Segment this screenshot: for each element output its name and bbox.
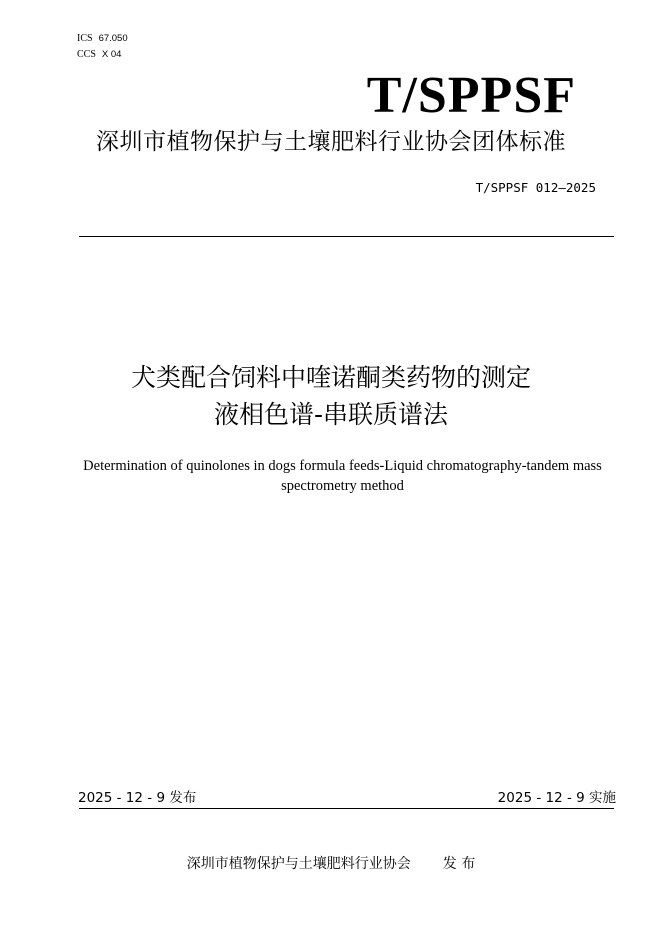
implement-date: 2025 - 12 - 9 实施 — [497, 790, 616, 806]
footer-divider — [79, 808, 614, 809]
chinese-title-line-1: 犬类配合饲料中喹诺酮类药物的测定 — [130, 363, 531, 392]
ccs-code: X 04 — [101, 49, 122, 60]
ccs-label: CCS — [77, 49, 96, 60]
english-title: Determination of quinolones in dogs formula feeds-Liquid chromatography-tandem mass spectrometry method — [83, 458, 602, 494]
ics-label: ICS — [77, 33, 93, 44]
header-divider — [79, 236, 614, 237]
ccs-line — [77, 48, 121, 62]
ics-line — [77, 32, 128, 46]
standard-logo: T/SPPSF — [366, 67, 576, 124]
standard-type-heading: 深圳市植物保护与土壤肥料行业协会团体标准 — [96, 129, 566, 155]
ics-code: 67.050 — [98, 33, 128, 44]
chinese-title-line-2: 液相色谱-串联质谱法 — [213, 400, 449, 429]
issue-action: 发 布 — [442, 856, 476, 872]
issuer-name: 深圳市植物保护与土壤肥料行业协会 — [186, 856, 411, 872]
publish-date: 2025 - 12 - 9 发布 — [78, 790, 197, 806]
issuer-line — [0, 854, 662, 874]
standard-number: T/SPPSF 012—2025 — [475, 180, 596, 195]
